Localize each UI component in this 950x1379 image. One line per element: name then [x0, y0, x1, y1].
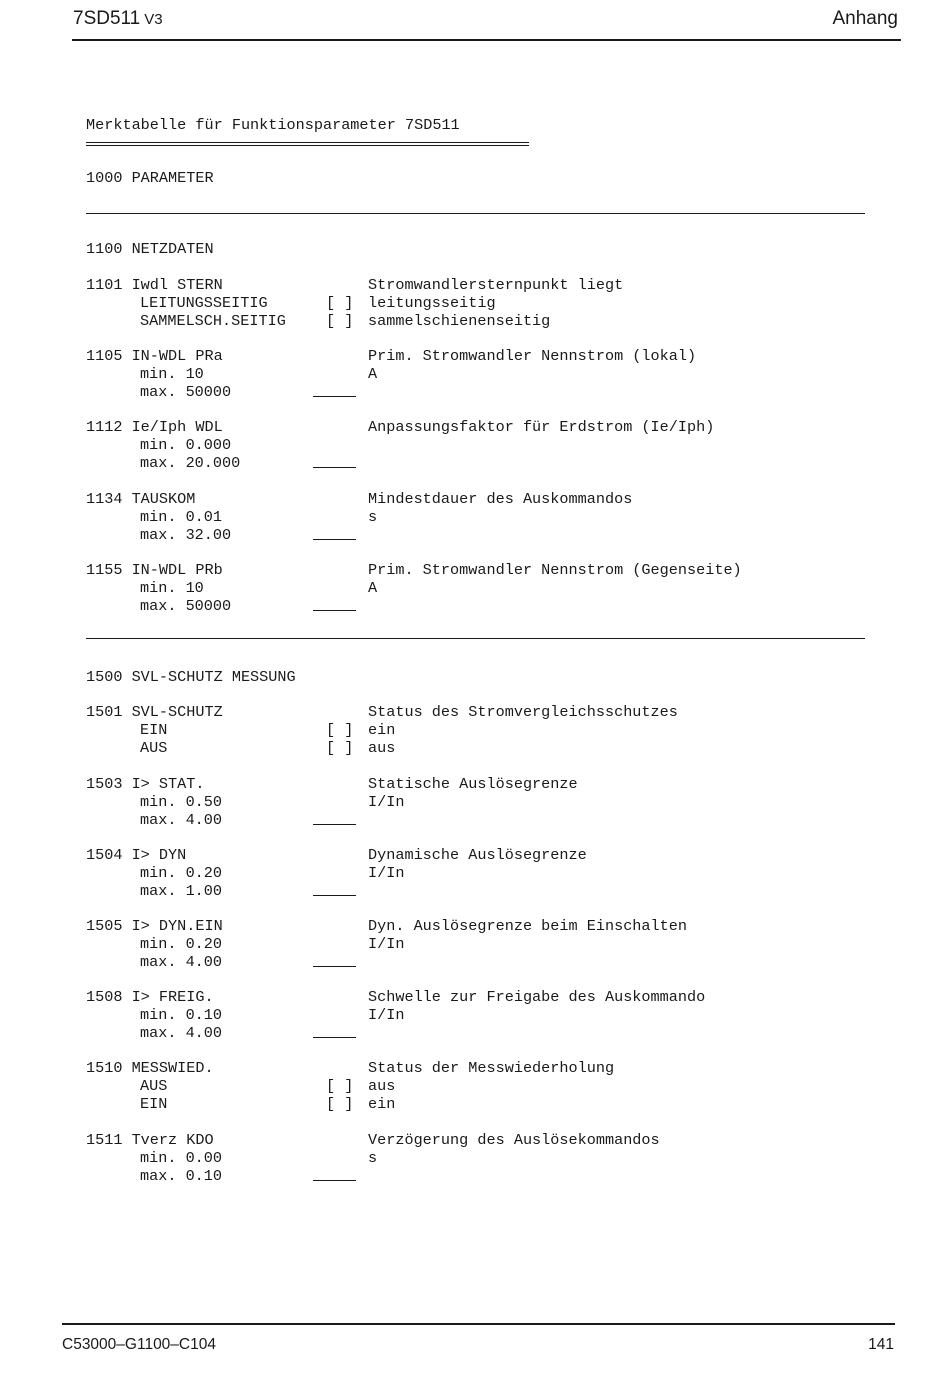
option-description: ein	[368, 1094, 396, 1113]
option-checkbox[interactable]: [ ]	[326, 293, 354, 312]
option-description: sammelschienenseitig	[368, 311, 551, 330]
parameter-max: max. 50000	[140, 382, 232, 401]
parameter-min: min. 0.00	[140, 1148, 223, 1167]
parameter-name: 1501 SVL-SCHUTZ	[86, 703, 223, 721]
parameter-description: Statische Auslösegrenze	[368, 775, 578, 793]
parameter-name: 1510 MESSWIED.	[86, 1059, 214, 1077]
option-description: aus	[368, 738, 396, 757]
parameter-name: 1504 I> DYN	[86, 846, 187, 864]
parameter-name: 1508 I> FREIG.	[86, 988, 214, 1006]
parameter-description: Anpassungsfaktor für Erdstrom (Ie/Iph)	[368, 418, 715, 436]
parameter-unit: A	[368, 578, 378, 597]
parameter-name: 1503 I> STAT.	[86, 775, 205, 793]
parameter-name: 1134 TAUSKOM	[86, 490, 196, 508]
parameter-description: Prim. Stromwandler Nennstrom (lokal)	[368, 347, 697, 365]
parameter-unit: s	[368, 1148, 378, 1167]
parameter-description: Status des Stromvergleichsschutzes	[368, 703, 678, 721]
document-title	[73, 8, 163, 30]
option-label: AUS	[140, 1076, 168, 1095]
value-entry-field[interactable]	[313, 824, 356, 825]
value-entry-field[interactable]	[313, 396, 356, 397]
parameter-name: 1511 Tverz KDO	[86, 1131, 214, 1149]
parameter-min: min. 0.01	[140, 507, 223, 526]
value-entry-field[interactable]	[313, 895, 356, 896]
section-separator	[86, 213, 865, 214]
page-number: 141	[868, 1336, 894, 1353]
parameter-min: min. 0.10	[140, 1005, 223, 1024]
title-double-underline	[86, 142, 529, 146]
option-label: LEITUNGSSEITIG	[140, 293, 268, 312]
value-entry-field[interactable]	[313, 966, 356, 967]
parameter-name: 1105 IN-WDL PRa	[86, 347, 223, 365]
table-title: Merktabelle für Funktionsparameter 7SD511	[86, 116, 460, 134]
parameter-name: 1112 Ie/Iph WDL	[86, 418, 223, 436]
option-description: ein	[368, 720, 396, 739]
parameter-description: Dyn. Auslösegrenze beim Einschalten	[368, 917, 687, 935]
parameter-unit: I/In	[368, 1005, 405, 1024]
header-rule	[72, 39, 901, 41]
parameter-description: Dynamische Auslösegrenze	[368, 846, 587, 864]
parameter-min: min. 0.20	[140, 934, 223, 953]
parameter-description: Status der Messwiederholung	[368, 1059, 615, 1077]
document-number: C53000–G1100–C104	[62, 1336, 216, 1353]
parameter-max: max. 20.000	[140, 453, 241, 472]
section-name: Anhang	[832, 8, 898, 29]
parameter-unit: I/In	[368, 934, 405, 953]
option-label: AUS	[140, 738, 168, 757]
parameter-unit: s	[368, 507, 378, 526]
parameter-min: min. 0.20	[140, 863, 223, 882]
parameter-min: min. 10	[140, 364, 204, 383]
parameter-unit: A	[368, 364, 378, 383]
parameter-min: min. 0.000	[140, 435, 232, 454]
main-heading: 1000 PARAMETER	[86, 169, 214, 187]
parameter-description: Schwelle zur Freigabe des Auskommando	[368, 988, 706, 1006]
parameter-description: Verzögerung des Auslösekommandos	[368, 1131, 660, 1149]
option-label: EIN	[140, 1094, 168, 1113]
section-heading: 1100 NETZDATEN	[86, 240, 214, 258]
parameter-unit: I/In	[368, 792, 405, 811]
parameter-description: Stromwandlersternpunkt liegt	[368, 276, 624, 294]
option-checkbox[interactable]: [ ]	[326, 311, 354, 330]
option-checkbox[interactable]: [ ]	[326, 1076, 354, 1095]
parameter-max: max. 4.00	[140, 810, 223, 829]
parameter-max: max. 50000	[140, 596, 232, 615]
document-version: V3	[144, 11, 163, 28]
parameter-max: max. 1.00	[140, 881, 223, 900]
value-entry-field[interactable]	[313, 610, 356, 611]
value-entry-field[interactable]	[313, 1180, 356, 1181]
parameter-max: max. 32.00	[140, 525, 232, 544]
parameter-max: max. 0.10	[140, 1166, 223, 1185]
option-checkbox[interactable]: [ ]	[326, 720, 354, 739]
option-description: aus	[368, 1076, 396, 1095]
value-entry-field[interactable]	[313, 467, 356, 468]
parameter-min: min. 0.50	[140, 792, 223, 811]
parameter-name: 1155 IN-WDL PRb	[86, 561, 223, 579]
section-heading: 1500 SVL-SCHUTZ MESSUNG	[86, 668, 296, 686]
parameter-description: Prim. Stromwandler Nennstrom (Gegenseite)	[368, 561, 742, 579]
parameter-name: 1101 Iwdl STERN	[86, 276, 223, 294]
footer-rule	[62, 1323, 895, 1325]
section-separator	[86, 638, 865, 639]
parameter-name: 1505 I> DYN.EIN	[86, 917, 223, 935]
value-entry-field[interactable]	[313, 1037, 356, 1038]
parameter-max: max. 4.00	[140, 952, 223, 971]
option-checkbox[interactable]: [ ]	[326, 1094, 354, 1113]
option-description: leitungsseitig	[368, 293, 496, 312]
option-label: SAMMELSCH.SEITIG	[140, 311, 286, 330]
document-code: 7SD511	[73, 8, 141, 29]
parameter-max: max. 4.00	[140, 1023, 223, 1042]
value-entry-field[interactable]	[313, 539, 356, 540]
parameter-unit: I/In	[368, 863, 405, 882]
option-label: EIN	[140, 720, 168, 739]
parameter-min: min. 10	[140, 578, 204, 597]
parameter-description: Mindestdauer des Auskommandos	[368, 490, 633, 508]
option-checkbox[interactable]: [ ]	[326, 738, 354, 757]
